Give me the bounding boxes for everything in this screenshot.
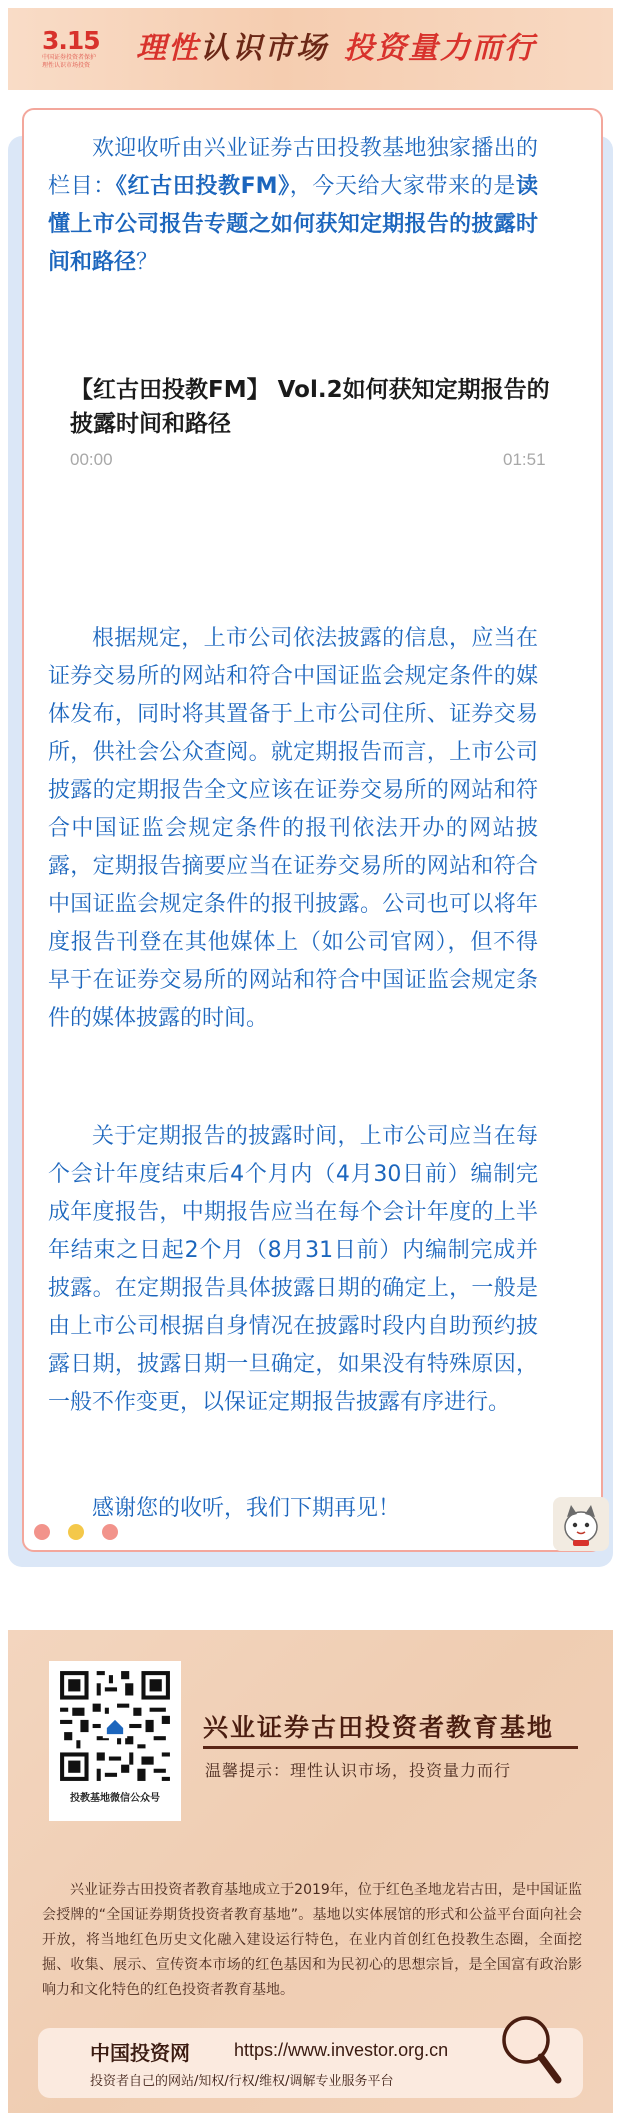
timing-paragraph: 关于定期报告的披露时间，上市公司应当在每个会计年度结束后4个月内（4月30日前）编制完成年度报告，中期报告应当在每个会计年度的上半年结束之日起2个月（8月31日前）内编制完成并披露。在定期报告具体披露日期的确定上，一般是由上市公司根据自身情况在披露时段内自助预约披露日期，披露日期一旦确定，如果没有特殊原因，一般不作变更，以保证定期报告披露有序进行。 [48,1124,538,1415]
intro-column-name: 《红古田投教FM》 [115,174,290,199]
footer-panel [8,1630,613,2113]
audio-total-time: 01:51 [503,450,546,469]
slogan-part-2: 认识市场 [200,31,328,66]
intro-middle: ，今天给大家带来的是 [289,174,516,199]
intro-suffix: ？ [136,250,159,275]
badge-number: 3.15 [42,26,100,55]
base-description: 兴业证券古田投资者教育基地成立于2019年，位于红色圣地龙岩古田，是中国证监会授牌的“全国证券期货投资者教育基地”。基地以实体展馆的形式和公益平台面向社会开放，将当地红色历史文化融入建设运行特色，在业内首创红色投教生态圈，全面挖掘、收集、展示、宣传资本市场的红色基因和为民初心的思想宗旨，是全国富有政治影响力和文化特色的红色投资者教育基地。 [42,1882,582,1998]
qr-caption: 投教基地微信公众号 [70,1793,160,1804]
intro-prefix: 欢迎收听由兴业证券古田投教基地独家播出的栏目： [48,136,538,199]
title-underline [203,1746,578,1749]
site-url-link[interactable]: https://www.investor.org.cn [234,2040,449,2060]
badge-line-2: 理性认识市场投资 [42,62,91,69]
magnifier-icon [496,2010,566,2090]
mascot-icon [553,1497,609,1551]
decor-dot [34,1524,50,1540]
intro-paragraph [48,130,538,282]
intro-topic: 读懂上市公司报告专题之如何获知定期报告的披露时间和路径 [48,174,538,275]
decor-dots [34,1524,118,1540]
banner-slogan [136,29,536,69]
site-name: 中国投资网 [90,2041,190,2065]
base-tip: 温馨提示：理性认识市场，投资量力而行 [205,1761,512,1780]
decor-dot [102,1524,118,1540]
slogan-part-3: 投资量力而行 [344,31,536,66]
badge-line-1: 中国证券投资者保护 [42,54,97,61]
top-banner [8,8,613,90]
base-title: 兴业证券古田投资者教育基地 [203,1713,555,1742]
site-subtitle: 投资者自己的网站/知权/行权/维权/调解专业服务平台 [90,2074,394,2089]
decor-dot [68,1524,84,1540]
qr-code-box[interactable] [49,1661,181,1821]
audio-player-title[interactable]: 【红古田投教FM】 Vol.2如何获知定期报告的披露时间和路径 [70,377,550,437]
slogan-part-1: 理性 [136,31,200,66]
closing-paragraph: 感谢您的收听，我们下期再见！ [92,1496,401,1521]
audio-current-time: 00:00 [70,450,113,469]
qr-code-icon [56,1667,174,1785]
rules-paragraph: 根据规定，上市公司依法披露的信息，应当在证券交易所的网站和符合中国证监会规定条件的媒体发布，同时将其置备于上市公司住所、证券交易所，供社会公众查阅。就定期报告而言，上市公司披露的定期报告全文应该在证券交易所的网站和符合中国证监会规定条件的报刊依法开办的网站披露，定期报告摘要应当在证券交易所的网站和符合中国证监会规定条件的报刊披露。公司也可以将年度报告刊登在其他媒体上（如公司官网），但不得早于在证券交易所的网站和符合中国证监会规定条件的媒体披露的时间。 [48,626,538,1031]
315-badge [42,14,122,84]
